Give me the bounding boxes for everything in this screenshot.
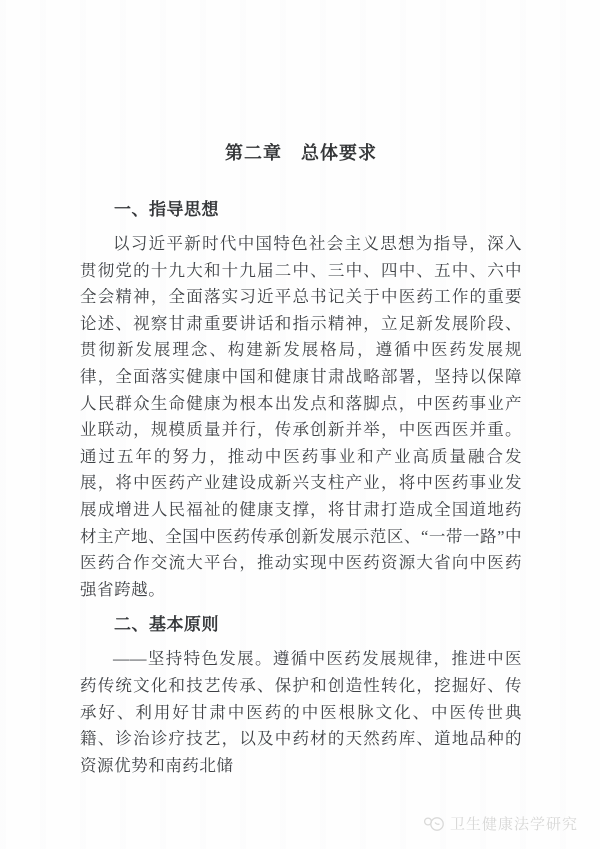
section-2-heading: 二、基本原则 [114,615,219,635]
section-1-paragraph: 以习近平新时代中国特色社会主义思想为指导，深入贯彻党的十九大和十九届二中、三中、四中、五中、六中全会精神，全面落实习近平总书记关于中医药工作的重要论述、视察甘肃重要讲话和指示精神，立足新发展阶段、贯彻新发展理念、构建新发展格局，遵循中医药发展规律，全面落实健康中国和健康甘肃战略部署，坚持以保障人民群众生命健康为根本出发点和落脚点，中医药事业产业联动，规模质量并行，传承创新并举，中医西医并重。通过五年的努力，推动中医药事业和产业高质量融合发展，将中医药产业建设成新兴支柱产业，将中医药事业发展成增进人民福祉的健康支撑，将甘肃打造成全国道地药材主产地、全国中医药传承创新发展示范区、“一带一路”中医药合作交流大平台，推动实现中医药资源大省向中医药强省跨越。 [80,234,522,599]
section-1-heading: 一、指导思想 [114,200,219,219]
watermark [423,813,578,834]
section-guiding-ideology [80,196,522,603]
section-2-paragraph: ——坚持特色发展。遵循中医药发展规律，推进中医药传统文化和技艺传承、保护和创造性转化，挖掘好、传承好、利用好甘肃中医药的中医根脉文化、中医传世典籍、诊治诊疗技艺，以及中药材的天然药库、道地品种的资源优势和南药北储 [80,649,522,775]
chapter-title: 第二章 总体要求 [225,143,377,163]
watermark-label: 卫生健康法学研究 [449,816,578,833]
watermark-logo-icon [423,815,445,833]
section-basic-principles [80,611,522,779]
